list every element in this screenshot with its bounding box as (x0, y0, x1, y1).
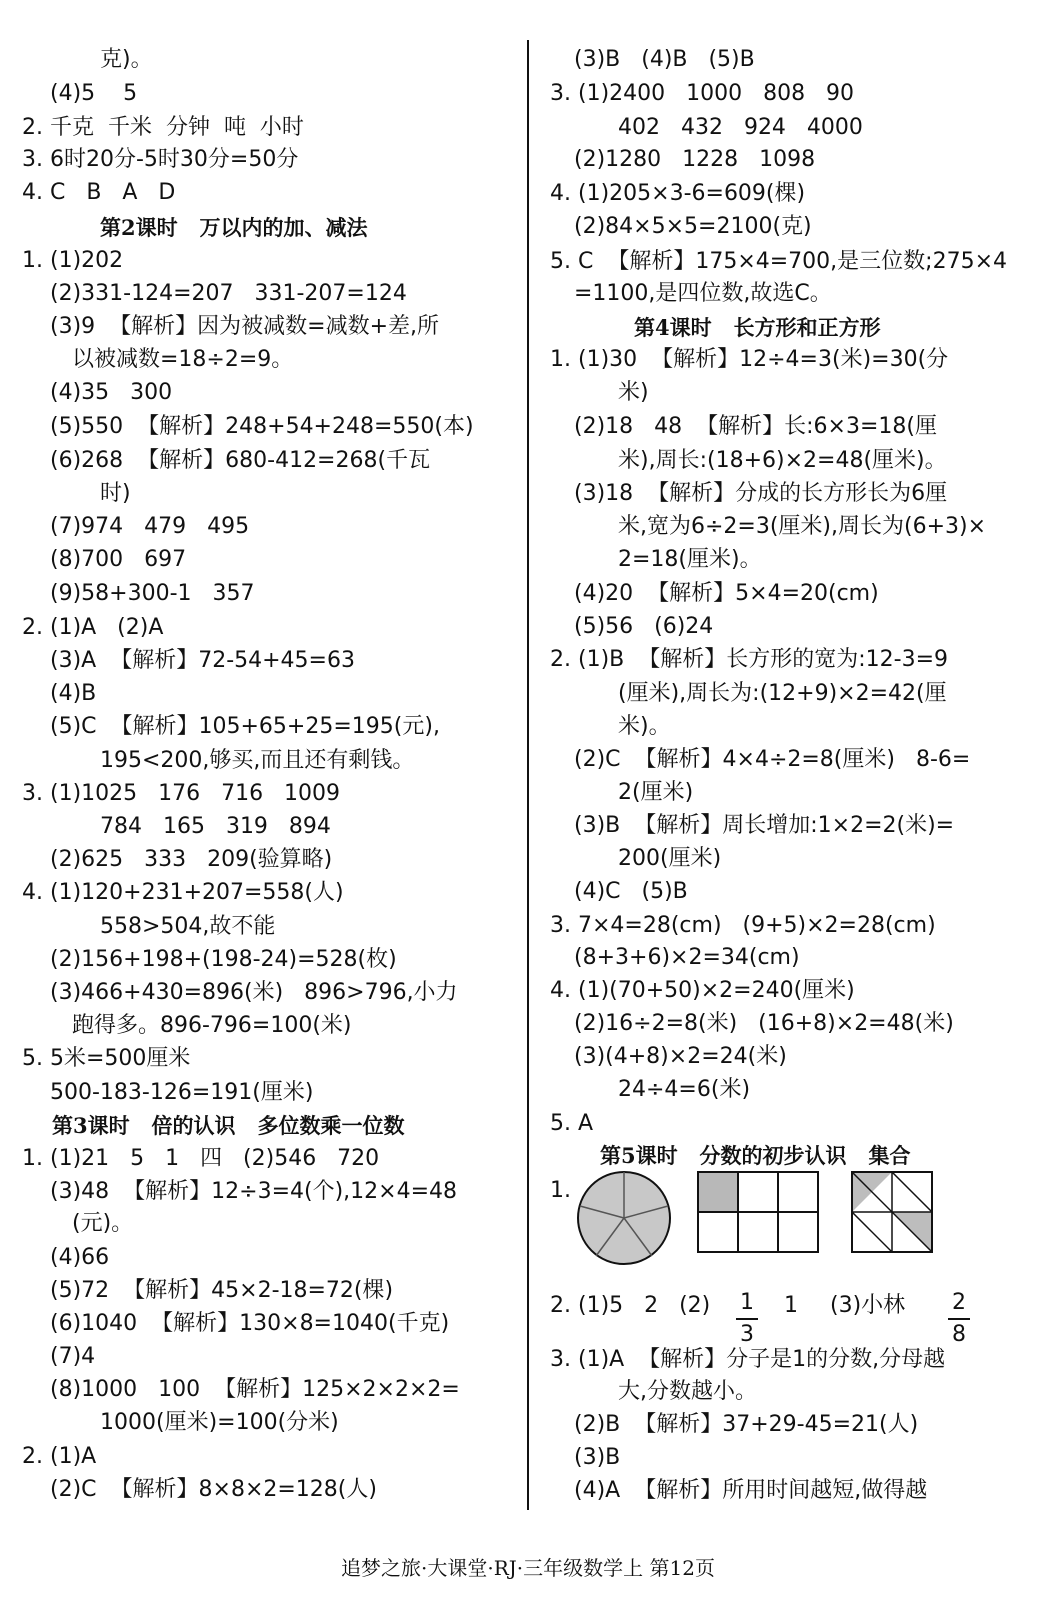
answer-line: 2. (1)A (2)A (22, 615, 164, 640)
answer-line: (2)16÷2=8(米) (16+8)×2=48(米) (574, 1011, 954, 1036)
answer-line: (8)700 697 (50, 547, 187, 572)
answer-line: (8)1000 100 【解析】125×2×2×2= (50, 1377, 460, 1402)
answer-line: (3)小林 (830, 1293, 906, 1318)
answer-line: (3)48 【解析】12÷3=4(个),12×4=48 (50, 1179, 458, 1204)
fraction-one-third (736, 1290, 758, 1348)
answer-line: (2)B 【解析】37+29-45=21(人) (574, 1412, 919, 1437)
answer-line: (3)466+430=896(米) 896>796,小力 (50, 980, 458, 1005)
answer-line: (3)B 【解析】周长增加:1×2=2(米)= (574, 813, 955, 838)
answer-line: 3. 7×4=28(cm) (9+5)×2=28(cm) (550, 913, 936, 938)
answer-line: (6)268 【解析】680-412=268(千瓦 (50, 448, 431, 473)
answer-line: 1. (1)30 【解析】12÷4=3(米)=30(分 (550, 347, 949, 372)
answer-line: 1. (1)21 5 1 四 (2)546 720 (22, 1146, 380, 1171)
answer-line: (2)C 【解析】4×4÷2=8(厘米) 8-6= (574, 747, 971, 772)
answer-line: 4. (1)120+231+207=558(人) (22, 880, 344, 905)
answer-line: 克)。 (100, 47, 153, 72)
answer-line: (9)58+300-1 357 (50, 581, 255, 606)
section-heading: 第3课时 倍的认识 多位数乘一位数 (52, 1113, 405, 1138)
fraction-bar (736, 1318, 758, 1320)
answer-line: 558>504,故不能 (100, 914, 276, 939)
answer-line: 3. (1)1025 176 716 1009 (22, 781, 341, 806)
column-divider (527, 40, 529, 1510)
circle-figure (574, 1168, 674, 1268)
section-heading: 第5课时 分数的初步认识 集合 (600, 1143, 911, 1168)
answer-line: (3)9 【解析】因为被减数=减数+差,所 (50, 314, 440, 339)
answer-line: (5)56 (6)24 (574, 614, 714, 639)
answer-line: 1000(厘米)=100(分米) (100, 1410, 339, 1435)
answer-line: 2. 千克 千米 分钟 吨 小时 (22, 115, 304, 140)
answer-line: (2)156+198+(198-24)=528(枚) (50, 947, 397, 972)
answer-line: (7)4 (50, 1344, 96, 1369)
fraction-denominator: 3 (740, 1322, 754, 1347)
answer-line: (3)B (574, 1445, 621, 1470)
answer-line: (5)72 【解析】45×2-18=72(棵) (50, 1278, 394, 1303)
section-heading: 第2课时 万以内的加、减法 (100, 215, 368, 240)
answer-line: 1. (1)202 (22, 248, 124, 273)
answer-line: 3. 6时20分-5时30分=50分 (22, 147, 299, 172)
answer-line: (2)C 【解析】8×8×2=128(人) (50, 1477, 377, 1502)
answer-line: 2(厘米) (618, 780, 694, 805)
answer-line: 米),周长:(18+6)×2=48(厘米)。 (618, 448, 947, 473)
answer-line: 以被减数=18÷2=9。 (72, 347, 294, 372)
answer-line: (4)C (5)B (574, 879, 688, 904)
fraction-numerator: 1 (740, 1290, 754, 1315)
answer-line: (4)A 【解析】所用时间越短,做得越 (574, 1478, 928, 1503)
answer-line: 跑得多。896-796=100(米) (72, 1013, 352, 1038)
answer-line: 时) (100, 481, 131, 506)
answer-line: (4)20 【解析】5×4=20(cm) (574, 581, 879, 606)
answer-line: 4. (1)(70+50)×2=240(厘米) (550, 978, 855, 1003)
answer-line: 米) (618, 380, 649, 405)
answer-line: 4. (1)205×3-6=609(棵) (550, 181, 806, 206)
answer-line: (2)18 48 【解析】长:6×3=18(厘 (574, 414, 937, 439)
answer-line: 4. C B A D (22, 180, 176, 205)
fraction-numerator: 2 (952, 1290, 966, 1315)
answer-line: 5. C 【解析】175×4=700,是三位数;275×4 (550, 249, 1008, 274)
answer-line: 500-183-126=191(厘米) (50, 1080, 314, 1105)
answer-line: (厘米),周长为:(12+9)×2=42(厘 (618, 681, 947, 706)
answer-line: (3)A 【解析】72-54+45=63 (50, 648, 355, 673)
answer-line: 2. (1)B 【解析】长方形的宽为:12-3=9 (550, 647, 948, 672)
answer-line: 195<200,够买,而且还有剩钱。 (100, 748, 415, 773)
answer-line: (4)35 300 (50, 380, 173, 405)
answer-line: (4)B (50, 681, 97, 706)
answer-line: =1100,是四位数,故选C。 (574, 281, 832, 306)
answer-line: 784 165 319 894 (100, 814, 331, 839)
fraction-bar (948, 1318, 970, 1320)
answer-line: (3)B (4)B (5)B (574, 47, 755, 72)
answer-line: (4)5 5 (50, 81, 138, 106)
answer-line: (4)66 (50, 1245, 110, 1270)
page-footer: 追梦之旅·大课堂·RJ·三年级数学上 第12页 (341, 1556, 715, 1580)
answer-line: 24÷4=6(米) (618, 1077, 751, 1102)
answer-line: 3. (1)2400 1000 808 90 (550, 81, 855, 106)
answer-line: (元)。 (72, 1211, 134, 1236)
answer-line: (5)550 【解析】248+54+248=550(本) (50, 414, 474, 439)
answer-line: 大,分数越小。 (618, 1379, 757, 1404)
grid-rectangle-figure (696, 1170, 820, 1254)
answer-line: (2)84×5×5=2100(克) (574, 214, 812, 239)
answer-line: (6)1040 【解析】130×8=1040(千克) (50, 1311, 450, 1336)
answer-line: (5)C 【解析】105+65+25=195(元), (50, 714, 440, 739)
section-heading: 第4课时 长方形和正方形 (634, 315, 881, 340)
answer-line: 1 (784, 1293, 798, 1318)
answer-line: 5. 5米=500厘米 (22, 1046, 191, 1071)
answer-line: 米)。 (618, 714, 671, 739)
answer-line: (2)331-124=207 331-207=124 (50, 281, 407, 306)
answer-line: 2=18(厘米)。 (618, 547, 762, 572)
answer-line: 2. (1)A (22, 1444, 97, 1469)
answer-line: (7)974 479 495 (50, 514, 250, 539)
answer-line: (3)18 【解析】分成的长方形长为6厘 (574, 481, 948, 506)
answer-line: 3. (1)A 【解析】分子是1的分数,分母越 (550, 1347, 946, 1372)
answer-line: 200(厘米) (618, 846, 722, 871)
answer-line: (8+3+6)×2=34(cm) (574, 945, 800, 970)
answer-line: 5. A (550, 1111, 594, 1136)
fraction-denominator: 8 (952, 1322, 966, 1347)
answer-line: 米,宽为6÷2=3(厘米),周长为(6+3)× (618, 514, 987, 539)
answer-line: (3)(4+8)×2=24(米) (574, 1044, 787, 1069)
square-triangles-figure (850, 1170, 934, 1254)
answer-line: (2)625 333 209(验算略) (50, 847, 333, 872)
answer-line: (2)1280 1228 1098 (574, 147, 816, 172)
answer-line: 402 432 924 4000 (618, 115, 863, 140)
answer-line: 2. (1)5 2 (2) (550, 1293, 711, 1318)
fraction-two-eighths (948, 1290, 970, 1348)
answer-line: 1. (550, 1178, 571, 1203)
